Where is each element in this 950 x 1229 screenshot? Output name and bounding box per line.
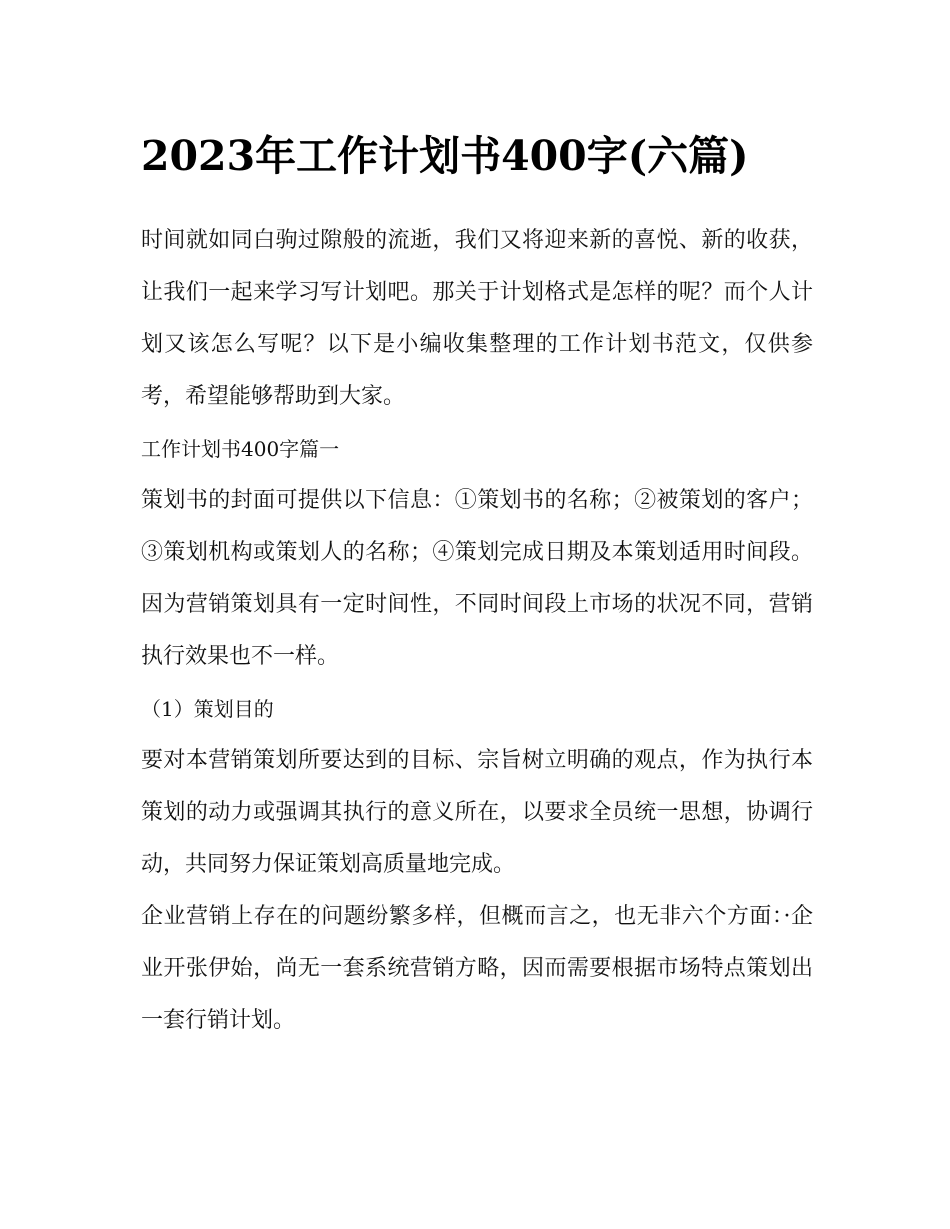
intro-paragraph: 时间就如同白驹过隙般的流逝，我们又将迎来新的喜悦、新的收获，让我们一起来学习写计划吧。那关于计划格式是怎样的呢？而个人计划又该怎么写呢？以下是小编收集整理的工作计划书范文，仅供参考，希望能够帮助到大家。 [141,228,813,409]
section-heading: 工作计划书400字篇一 [141,437,340,461]
paragraph-cover-info: 策划书的封面可提供以下信息：①策划书的名称；②被策划的客户；③策划机构或策划人的名称；④策划完成日期及本策划适用时间段。因为营销策划具有一定时间性，不同时间段上市场的状况不同，营销执行效果也不一样。 [141,488,813,669]
document-page [141,118,813,1047]
subheading-purpose: （1）策划目的 [141,697,274,721]
document-title: 2023年工作计划书400字(六篇) [141,132,749,180]
paragraph-problems: 企业营销上存在的问题纷繁多样，但概而言之，也无非六个方面：·企业开张伊始，尚无一套系统营销方略，因而需要根据市场特点策划出一套行销计划。 [141,904,813,1033]
paragraph-purpose: 要对本营销策划所要达到的目标、宗旨树立明确的观点，作为执行本策划的动力或强调其执行的意义所在，以要求全员统一思想，协调行动，共同努力保证策划高质量地完成。 [141,748,813,877]
